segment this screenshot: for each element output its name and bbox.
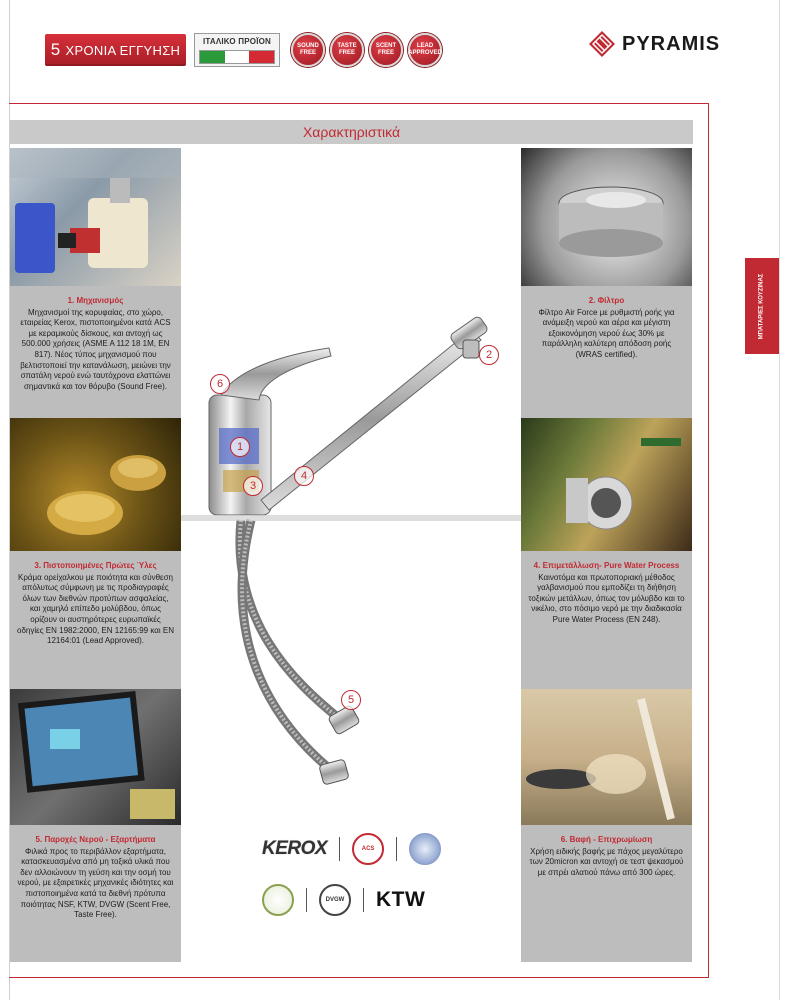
feature-panel-3: [10, 551, 181, 689]
feature-title-5: 5. Παροχές Νερού - Εξαρτήματα: [35, 835, 156, 844]
nsf-certification-icon: [262, 884, 294, 916]
italian-product-label: ΙΤΑΛΙΚΟ ΠΡΟΪΟΝ: [202, 37, 272, 46]
cad-monitor-photo: [10, 689, 181, 825]
category-side-tab[interactable]: [745, 258, 779, 354]
acs-label: ACS: [361, 846, 375, 852]
wras-certification-icon: [409, 833, 441, 865]
category-side-tab-label: ΜΠΑΤΑΡΙΕΣ ΚΟΥΖΙΝΑΣ: [758, 273, 765, 339]
marker-6: 6: [210, 374, 230, 394]
dvgw-certification-icon: [319, 884, 351, 916]
dvgw-label: DVGW: [325, 897, 345, 903]
right-margin-rule: [779, 0, 780, 1000]
logo-divider: [339, 837, 340, 861]
feature-title-4: 4. Επιμετάλλωση- Pure Water Process: [533, 561, 680, 570]
certification-logos-bottom: [262, 884, 425, 916]
section-title: Χαρακτηριστικά: [302, 124, 401, 140]
plating-line-photo: [521, 418, 692, 551]
marker-5: 5: [341, 690, 361, 710]
scent-free-badge: SCENT FREE: [369, 33, 403, 67]
marker-2: 2: [479, 345, 499, 365]
feature-panel-5: [10, 825, 181, 962]
italian-product-badge: [194, 33, 280, 67]
feature-title-1: 1. Μηχανισμός: [67, 296, 124, 305]
feature-text-6: Χρήση ειδικής βαφής με πάχος μεγαλύτερο των 20micron και αντοχή σε τεστ ψεκασμού με σπρέι αλατιού πάνω από 300 ώρες.: [529, 846, 684, 877]
logo-divider: [363, 888, 364, 912]
feature-title-2: 2. Φίλτρο: [588, 296, 625, 305]
feature-title-6: 6. Βαφή - Επιχρωμίωση: [560, 835, 653, 844]
logo-divider: [306, 888, 307, 912]
section-title-bar: [10, 120, 693, 144]
marker-4: 4: [294, 466, 314, 486]
feature-panel-6: [521, 825, 692, 962]
certification-logos-top: [262, 833, 441, 865]
kitchen-faucet-illustration: [181, 300, 521, 810]
aerator-filter-photo: [521, 148, 692, 286]
acs-certification-icon: [352, 833, 384, 865]
feature-text-4: Καινοτόμα και πρωτοποριακή μέθοδος γαλβανισμού που εμποδίζει τη διήθηση τοξικών μετάλλων, όπως τον μόλυβδο και το νικέλιο, στο πόσιμο νερό με την διαδικασία Pure Water Process (EN 248).: [528, 572, 685, 624]
lead-approved-badge: LEAD APPROVED: [408, 33, 442, 67]
warranty-years: 5: [50, 40, 61, 59]
feature-text-5: Φιλικά προς το περιβάλλον εξαρτήματα, κατασκευασμένα από μη τοξικά υλικά που δεν αλλοιώνουν τη γεύση και την οσμή του νερού, με εξαιρετικές μηχανικές ιδιότητες και πιστοποιημένα κατά τα διεθνή πρότυπα ποιότητας NSF, KTW, DVGW (Scent Free, Taste Free).: [17, 846, 174, 920]
kerox-logo: KEROX: [262, 838, 328, 859]
brass-parts-photo: [10, 418, 181, 551]
brand-logo: [589, 31, 720, 57]
marker-1: 1: [230, 437, 250, 457]
warranty-badge: [45, 34, 186, 66]
warranty-label: ΧΡΟΝΙΑ ΕΓΓΥΗΣΗ: [65, 42, 181, 58]
taste-free-badge: TASTE FREE: [330, 33, 364, 67]
pyramis-diamond-icon: [589, 31, 615, 57]
feature-title-3: 3. Πιστοποιημένες Πρώτες Ύλες: [34, 561, 157, 570]
ktw-logo: KTW: [376, 888, 426, 911]
feature-text-3: Κράμα ορείχαλκου με ποιότητα και σύνθεση απόλυτως σύμφωνη με τις προδιαγραφές όλων των διεθνών προτύπων ασφαλείας, και χαμηλό επίπεδο μολύβδου, όπως ορίζουν οι αυστηρότερες ευρωπαϊκές οδηγίες EN 1982:2000, EN 12165:99 και EN 12164:01 (Lead Approved).: [17, 572, 174, 646]
marker-3: 3: [243, 476, 263, 496]
feature-panel-1: [10, 286, 181, 418]
brand-name: PYRAMIS: [622, 32, 721, 55]
cartridge-photo: [10, 148, 181, 286]
spray-painting-photo: [521, 689, 692, 825]
feature-text-2: Φίλτρο Air Force με ρυθμιστή ροής για ανάμειξη νερού και αέρα και μέγιστη εξοικονόμηση νερού έως 30% με παράλληλη καλύτερη απόδοση ροής (WRAS certified).: [538, 307, 675, 359]
feature-panel-4: [521, 551, 692, 689]
feature-panel-2: [521, 286, 692, 418]
italy-flag-icon: [199, 50, 275, 64]
sound-free-badge: SOUND FREE: [291, 33, 325, 67]
feature-text-1: Μηχανισμοί της κορυφαίας, στο χώρο, εταιρείας Kerox, πιστοποιημένοι κατά ACS με κεραμικούς δίσκους, και αντοχή ως 500.000 χρήσεις (ASME A 112 18 1M, EN 817). Νέος τύπος μηχανισμού που βελτιστοποιεί την κατανάλωση, μειώνει την σπατάλη νερού ενώ ταυτόχρονα ελαττώνει σημαντικά και τον θόρυβο (Sound Free).: [20, 307, 171, 391]
logo-divider: [396, 837, 397, 861]
